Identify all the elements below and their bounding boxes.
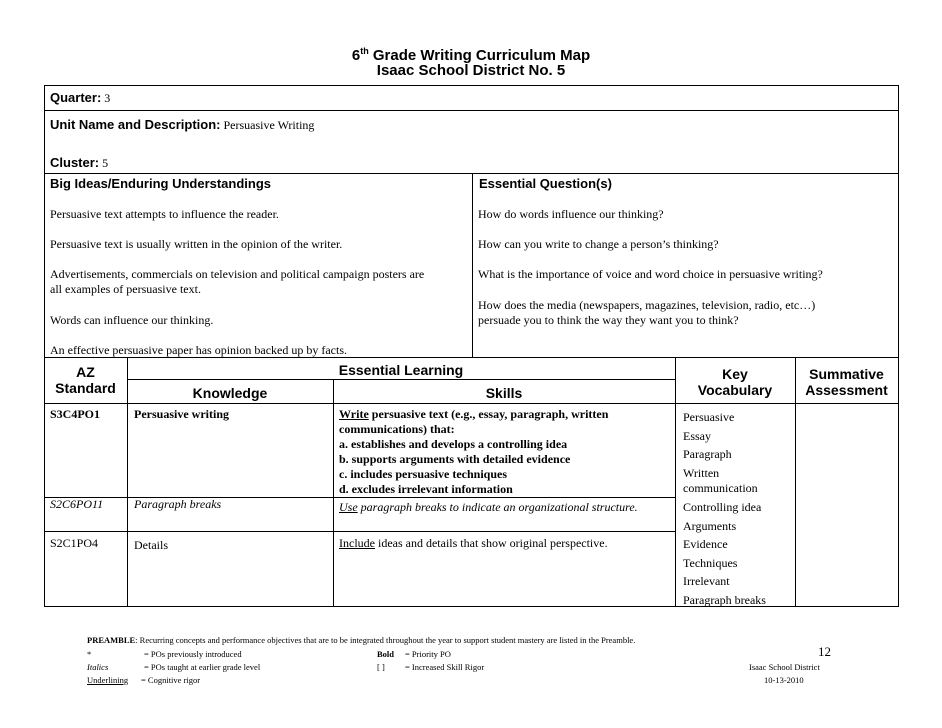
- vocabulary-term: communication: [683, 481, 758, 496]
- skill-rest: ideas and details that show original perspective.: [374, 536, 608, 550]
- big-idea-item: all examples of persuasive text.: [50, 282, 201, 296]
- key-header-line2: Vocabulary: [697, 382, 773, 398]
- big-idea-item: An effective persuasive paper has opinion backed up by facts.: [50, 343, 348, 357]
- standard-code: S2C1PO4: [50, 536, 99, 550]
- document-subtitle: Isaac School District No. 5: [376, 62, 566, 79]
- big-idea-item: Persuasive text attempts to influence the reader.: [50, 207, 279, 221]
- divider-knowledge-skills-top: [127, 379, 675, 380]
- outer-bottom-border: [44, 606, 899, 607]
- essential-question-item: How can you write to change a person’s thinking?: [478, 237, 719, 251]
- legend-key: Underlining: [87, 675, 129, 685]
- vocabulary-term: Paragraph breaks: [683, 592, 766, 607]
- unit-label: Unit Name and Description:: [50, 117, 221, 132]
- essential-learning-header: Essential Learning: [338, 362, 464, 378]
- footer-org: Isaac School District: [749, 662, 820, 672]
- skill-text: [339, 407, 608, 422]
- legend-desc: = POs previously introduced: [144, 649, 242, 659]
- vocabulary-term: Arguments: [683, 518, 737, 533]
- legend-desc: = POs taught at earlier grade level: [144, 662, 261, 672]
- vocabulary-term: Irrelevant: [683, 574, 730, 589]
- skill-rest: paragraph breaks to indicate an organizational structure.: [357, 500, 638, 514]
- skill-line: communications) that:: [339, 422, 455, 436]
- row-line-2: [44, 531, 676, 532]
- preamble-note: [87, 635, 635, 646]
- standard-code: S2C6PO11: [50, 497, 104, 511]
- legend-key: Italics: [87, 662, 109, 672]
- divider-learning-top: [44, 357, 899, 358]
- skill-text: [339, 536, 608, 551]
- page-number: 12: [818, 644, 831, 659]
- quarter-field: [50, 90, 110, 106]
- legend-desc: = Priority PO: [405, 649, 451, 659]
- outer-top-border: [44, 85, 899, 86]
- column-line-knowledge: [333, 379, 334, 607]
- knowledge-item: Paragraph breaks: [134, 497, 222, 511]
- summative-header-line1: Summative: [809, 366, 884, 382]
- az-header-line2: Standard: [55, 380, 116, 396]
- essential-question-item: How do words influence our thinking?: [478, 207, 664, 221]
- legend-key: *: [87, 649, 92, 659]
- vocabulary-term: Techniques: [683, 555, 738, 570]
- vocabulary-term: Paragraph: [683, 447, 732, 462]
- vocabulary-list: [683, 408, 766, 610]
- quarter-value: 3: [104, 91, 111, 105]
- skill-text: [339, 500, 638, 515]
- big-idea-item: Advertisements, commercials on television and political campaign posters are: [50, 267, 425, 281]
- divider-header-bottom: [44, 403, 899, 404]
- skill-verb: Write: [339, 407, 369, 421]
- skill-line: b. supports arguments with detailed evidence: [339, 452, 571, 466]
- vocabulary-term: Essay: [683, 428, 711, 443]
- vocabulary-term: Controlling idea: [683, 499, 762, 514]
- vocabulary-term: Persuasive: [683, 410, 735, 424]
- skill-line: persuasive text (e.g., essay, paragraph, written: [368, 407, 609, 421]
- column-line-skills: [675, 357, 676, 607]
- skills-header: Skills: [485, 385, 523, 401]
- skill-verb: Include: [339, 536, 375, 550]
- divider-quarter: [44, 110, 899, 111]
- title-grade-suffix: th: [360, 46, 369, 56]
- standard-code: S3C4PO1: [50, 407, 101, 421]
- column-line-vocabulary: [795, 357, 796, 607]
- essential-question-item: How does the media (newspapers, magazines, television, radio, etc…): [478, 298, 816, 312]
- knowledge-header: Knowledge: [192, 385, 268, 401]
- legend-key: [ ]: [377, 662, 385, 672]
- vocabulary-term: Written: [683, 465, 720, 480]
- outer-left-border: [44, 85, 45, 607]
- preamble-text: : Recurring concepts and performance objectives that are to be integrated throughout the year to support student mastery are listed in the Preamble.: [135, 635, 636, 645]
- legend-desc: = Cognitive rigor: [141, 675, 201, 685]
- legend-key: Bold: [377, 649, 395, 659]
- essential-questions-header: Essential Question(s): [479, 176, 612, 191]
- unit-field: [50, 117, 314, 133]
- essential-question-item: What is the importance of voice and word choice in persuasive writing?: [478, 267, 823, 281]
- column-line-az: [127, 357, 128, 607]
- title-grade-number: 6: [351, 47, 361, 64]
- az-header-line1: AZ: [76, 364, 95, 380]
- knowledge-item: Details: [134, 538, 168, 552]
- key-header-line1: Key: [722, 366, 748, 382]
- outer-right-border: [898, 85, 899, 607]
- essential-question-item: persuade you to think the way they want you to think?: [478, 313, 739, 327]
- vocabulary-term: Evidence: [683, 537, 728, 552]
- big-idea-item: Words can influence our thinking.: [50, 313, 214, 327]
- big-ideas-header: Big Ideas/Enduring Understandings: [50, 176, 272, 191]
- az-standard-header: [44, 364, 127, 396]
- skill-line: c. includes persuasive techniques: [339, 467, 508, 481]
- skill-verb: Use: [339, 500, 358, 514]
- knowledge-item: Persuasive writing: [134, 407, 229, 421]
- cluster-value: 5: [102, 156, 109, 170]
- cluster-label: Cluster:: [50, 155, 100, 170]
- big-idea-item: Persuasive text is usually written in the opinion of the writer.: [50, 237, 343, 251]
- summative-header-line2: Assessment: [805, 382, 888, 398]
- skill-line: a. establishes and develops a controlling idea: [339, 437, 568, 451]
- skill-line: d. excludes irrelevant information: [339, 482, 513, 496]
- quarter-label: Quarter:: [50, 90, 102, 105]
- title-main: Grade Writing Curriculum Map: [368, 47, 591, 64]
- cluster-field: [50, 155, 108, 171]
- summative-assessment-header: [795, 366, 898, 398]
- preamble-label: PREAMBLE: [87, 635, 136, 645]
- legend-desc: = Increased Skill Rigor: [405, 662, 485, 672]
- unit-value: Persuasive Writing: [223, 118, 315, 132]
- key-vocabulary-header: [675, 366, 795, 398]
- footer-date: 10-13-2010: [764, 675, 804, 685]
- divider-big-ideas-vertical: [472, 173, 473, 358]
